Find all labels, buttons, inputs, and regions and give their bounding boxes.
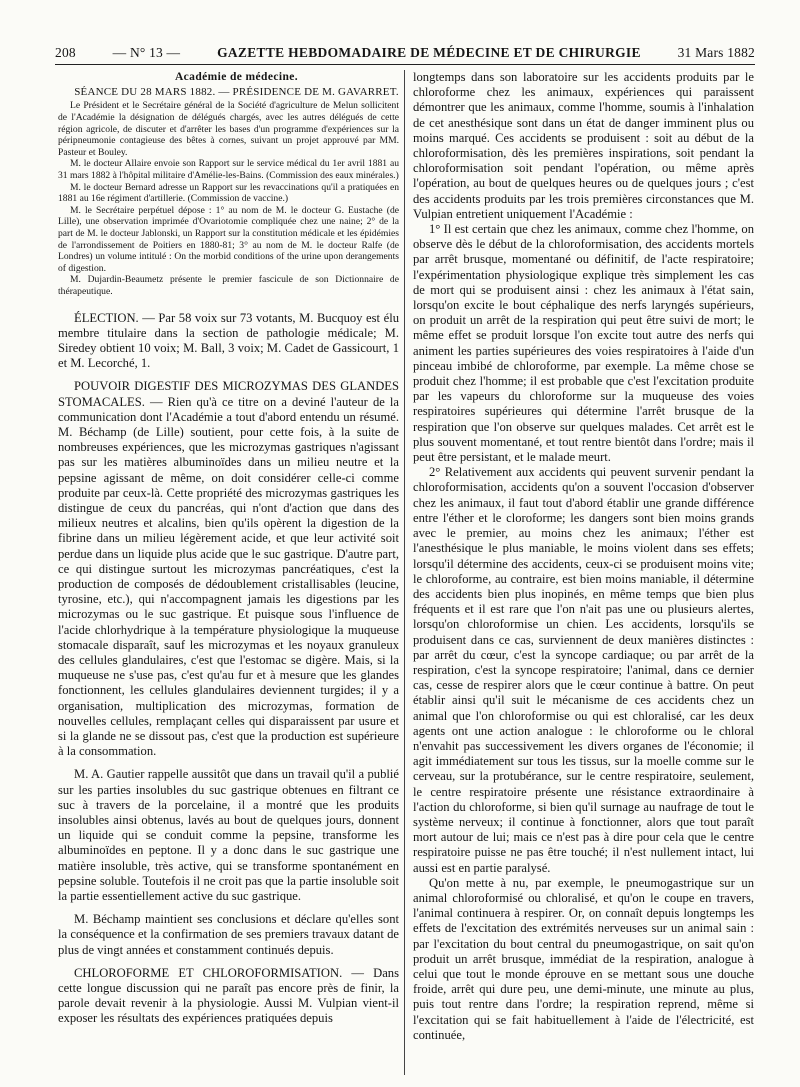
page-header xyxy=(55,39,755,61)
correspondence-notes xyxy=(58,100,399,297)
seance-line: SÉANCE DU 28 MARS 1882. — PRÉSIDENCE DE M. GAVARRET. xyxy=(74,86,399,99)
chloroforme-paragraph: CHLOROFORME ET CHLOROFORMISATION. — Dans cette longue discussion qui ne paraît pas encore près de finir, la parole devait revenir à la physiologie. Aussi M. Vulpian vient-il exposer les résultats des expériences pratiquées depuis xyxy=(58,965,399,1026)
point-two-paragraph: 2° Relativement aux accidents qui peuvent survenir pendant la chloroformisation, accidents qu'on a souvent l'occasion d'observer chez les animaux, il faut tout d'abord établir une grande différence entre l'éther et le cloroforme; les dangers sont bien moins grands avec le premier, au moins chez les animaux; l'éther est l'anesthésique le plus maniable, le moins violent dans ses effets; lorsqu'il détermine des accidents, ceux-ci se produisent moins vite; le chloroforme, au contraire, est bien moins maniable, il détermine des accidents bien plus inopinés, en même temps que bien plus fréquents et il est rare que l'on n'ait pas une ou plusieurs alertes, lorsqu'on chloroformise un chien. Les accidents, lorsqu'ils se produisent dans ce cas, surviennent de deux manières distinctes : par arrêt du cœur, c'est la syncope cardiaque; ou par arrêt de la respiration, c'est la syncope respiratoire; l'animal, dans ce dernier cas, cesse de respirer alors que le cœur continue à battre. On peut établir ainsi qu'il suit le mécanisme de ces accidents chez un animal que l'on chloroformise ou qui est chloralisé, car les deux agents ont une action analogue : le chloroforme ou le chloral n'envahit pas successivement les divers organes de l'économie; il agit immédiatement sur tous les tissus, sur la moelle comme sur le cerveau, sur la protubérance, sur le centre respiratoire, seulement, le centre respiratoire présente une résistance extraordinaire à l'action du chloroforme, si bien qu'il surnage au naufrage de tout le système nerveux; il continue à fonctionner, alors que tout paraît mort autour de lui; mais ce n'est pas à dire pour cela que le centre respiratoire puisse ne pas être touché; il n'est nullement intact, lui aussi est en partie paralysé. xyxy=(413,465,754,875)
note-paragraph: M. le docteur Allaire envoie son Rapport sur le service médical du 1er avril 1881 au 31 mars 1882 à l'hôpital militaire d'Amélie-les-Bains. (Commission des eaux minérales.) xyxy=(58,158,399,181)
issue-number: — N° 13 — xyxy=(112,45,181,60)
note-paragraph: M. le Secrétaire perpétuel dépose : 1° au nom de M. le docteur G. Eustache (de Lille), une observation imprimée d'Ovariotomie compliquée chez une naine; 2° de la part de M. le docteur Jablonski, un Rapport sur la constitution médicale et les épidémies de l'arrondissement de Poitiers en 1880-81; 3° au nom de M. le docteur Ralfe (de Londres) un volume intitulé : On the morbid conditions of the urine upon derangements of digestion. xyxy=(58,204,399,274)
point-one-paragraph: 1° Il est certain que chez les animaux, comme chez l'homme, on observe dès le début de la chloroformisation, des accidents mortels par arrêt brusque, momentané ou définitif, de l'acte respiratoire; l'expérimentation physiologique explique très simplement les cas de mort qui se produisent ainsi : chez les animaux à l'état sain, lorsqu'on excite le bout céphalique des nerfs laryngés supérieurs, on produit un arrêt de la respiration qui peut être suivi de mort; le même effet se produit lorsque l'on excite tout autre des nerfs qui animent les parties supérieures des voies respiratoires à l'aide d'un pinceau imbibé de chloroforme, par exemple. La même chose se produit chez l'homme; il est probable que c'est l'excitation produite par les vapeurs du chloroforme sur la muqueuse des voies respiratoires supérieures qui détermine l'arrêt brusque de la respiration que l'on observe sur quelques malades. Cet arrêt est le plus souvent momentané, et tout rentre bientôt dans l'ordre; mais il peut être persistant, et le malade meurt. xyxy=(413,222,754,465)
journal-title: GAZETTE HEBDOMADAIRE DE MÉDECINE ET DE CHIRURGIE xyxy=(217,45,641,60)
column-divider xyxy=(404,70,405,1075)
note-paragraph: M. Dujardin-Beaumetz présente le premier fascicule de son Dictionnaire de thérapeutique. xyxy=(58,274,399,297)
gautier-paragraph: M. A. Gautier rappelle aussitôt que dans un travail qu'il a publié sur les parties insolubles du suc gastrique obtenues en filtrant ce suc à travers de la porcelaine, il a montré que les produits insolubles ainsi obtenus, lavés au bout de quelques jours, donnent un liquide qui se conduit comme la pepsine, transforme les albuminoïdes en peptone. Il y a donc dans le suc gastrique une matière insoluble, très active, qui se transforme spontanément en pepsine soluble. Toutefois il ne croit pas que la partie insoluble soit la partie essentiellement active du suc gastrique. xyxy=(58,767,399,904)
microzymas-paragraph: POUVOIR DIGESTIF DES MICROZYMAS DES GLANDES STOMACALES. — Rien qu'à ce titre on a deviné l'auteur de la communication dont l'Académie a tout d'abord entendu un résumé. M. Béchamp (de Lille) soutient, pour cette fois, à la suite de nombreuses expériences, que les microzymas gastriques n'agissant pas sur les matières albuminoïdes dans un milieu neutre et la pepsine agissant de même, on doit considérer celle-ci comme produite par ceux-là. Cette propriété des microzymas gastriques les distingue de ceux du pancréas, qui n'ont d'action que dans des milieux neutres et alcalins, bien qu'ils opèrent la digestion de la fibrine dans un milieu légèrement acide, et que leur activité soit perdue dans un liquide plus acide que le suc gastrique. D'autre part, ce qui distingue surtout les microzymas pancréatiques, c'est la production de composés de dédoublement cristallisables (leucine, tyrosine, etc.), qui n'accompagnent jamais les digestions par les microzymas ou le suc gastrique. Et puisque sous l'influence de l'acide chlorhydrique à la température physiologique la muqueuse stomacale disparaît, sauf les microzymas et les noyaux granuleux des cellules glandulaires, c'est que l'estomac se digère. Mais, si la muqueuse ne s'use pas, c'est qu'au fur et à mesure que les glandes fonctionnent, les cellules glandulaires deviennent turgides; il y a organisation, multiplication des microzymas, formation de nouvelles cellules, remplaçant celles qui disparaissent par usure et si la glande ne se dissout pas, c'est que la production est supérieure à la consommation. xyxy=(58,379,399,759)
note-paragraph: M. le docteur Bernard adresse un Rapport sur les revaccinations qu'il a pratiquées en 1881 au 16e régiment d'artillerie. (Commission de vaccine.) xyxy=(58,181,399,205)
bechamp-paragraph: M. Béchamp maintient ses conclusions et déclare qu'elles sont la conséquence et la confirmation de ses premiers travaux datant de plus de vingt années et constamment continués depuis. xyxy=(58,912,399,957)
note-paragraph: Le Président et le Secrétaire général de la Société d'agriculture de Melun sollicitent de l'Académie la désignation de délégués chargés, avec les autres délégués de cette région agricole, de discuter et d'arrêter les bases d'un programme d'expériences sur la péripneumonie contagieuse des bêtes à cornes, suivant un projet approuvé par MM. Pasteur et Bouley. xyxy=(58,100,399,158)
left-column xyxy=(58,70,399,1027)
pneumogastrique-paragraph: Qu'on mette à nu, par exemple, le pneumogastrique sur un animal chloroformisé ou chloralisé, et qu'on le coupe en travers, l'animal continuera à respirer. Or, on connaît depuis longtemps les effets de l'excitation des extrémités nerveuses sur un animal sain : par l'excitation du bout central du pneumogastrique, on sait qu'on produit un arrêt brusque, immédiat de la respiration, analogue à celui que tout le monde éprouve en se mettant sous une douche froide, arrêt qui dure peu, une demi-minute, une minute au plus, puis tout rentre dans l'ordre; la respiration reprend, même si l'excitation qui se fait habituellement à l'aide de l'électricité, est continuée, xyxy=(413,875,754,1042)
header-rule xyxy=(55,64,755,65)
section-title: Académie de médecine. xyxy=(174,71,299,83)
continued-paragraph: longtemps dans son laboratoire sur les accidents produits par le chloroforme chez les animaux, expériences qui paraissent démontrer que les animaux, comme l'homme, soumis à l'inhalation de cet anesthésique sont dans un état de danger imminent plus ou moins marqué. Ces accidents se produisent : soit au début de la chloroformisation, dès les premières inspirations, soit pendant la chloroformisation soit pendant l'opération, ou même après l'opération, au bout de quelques heures ou de quelques jours ; c'est des accidents produits par les trois premières circonstances que M. Vulpian entretient uniquement l'Académie : xyxy=(413,70,754,221)
right-column xyxy=(413,70,754,1043)
page-number: 208 xyxy=(55,45,76,60)
election-paragraph: ÉLECTION. — Par 58 voix sur 73 votants, M. Bucquoy est élu membre titulaire dans la section de pathologie médicale; M. Siredey obtient 10 voix; M. Ball, 3 voix; M. Cadet de Gassicourt, 1 et M. Lecorché, 1. xyxy=(58,310,399,371)
issue-date: 31 Mars 1882 xyxy=(677,45,755,60)
